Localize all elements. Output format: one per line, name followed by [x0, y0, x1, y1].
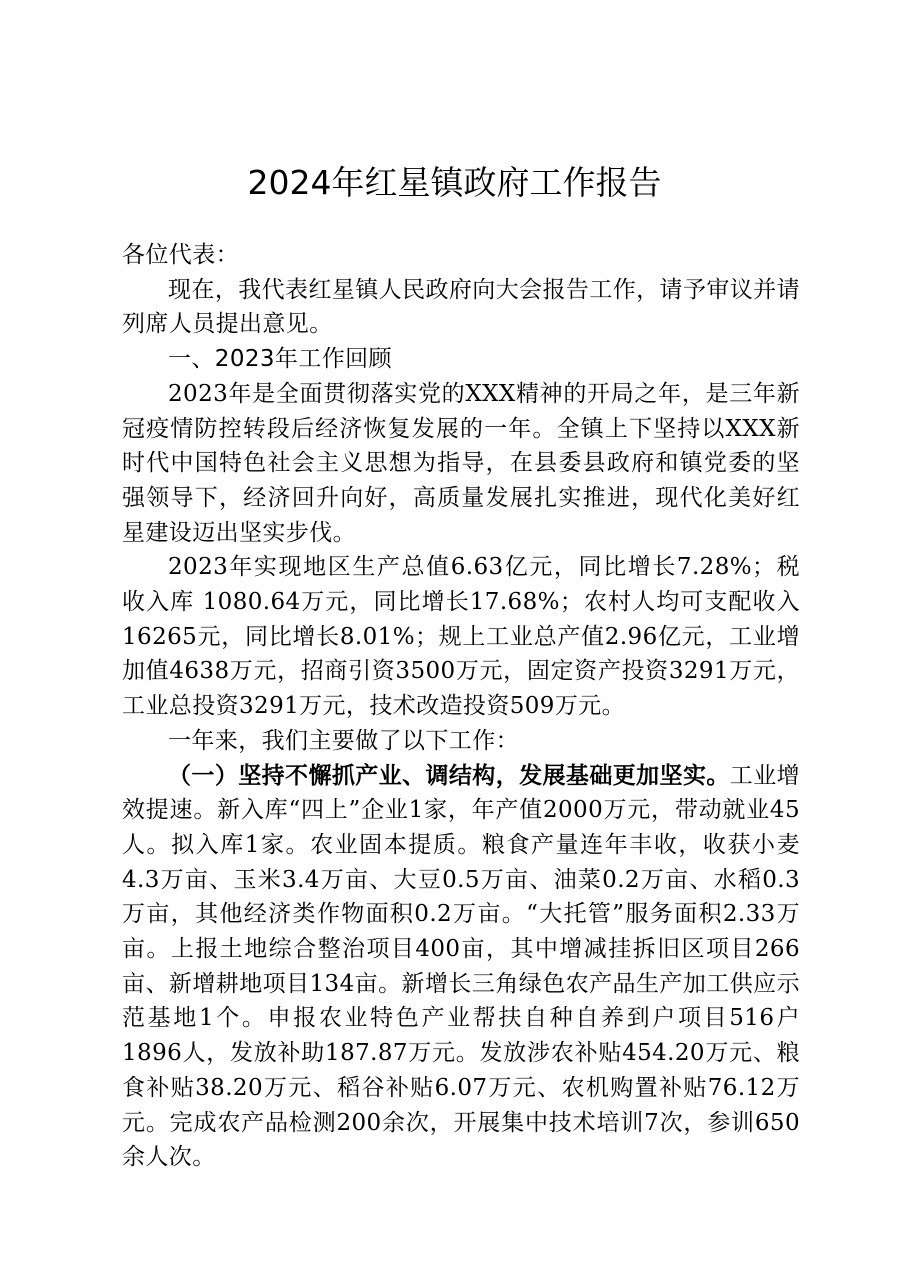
subsection-lead: （一）坚持不懈抓产业、调结构，发展基础更加坚实。 [168, 761, 730, 789]
subsection-paragraph [122, 759, 800, 1175]
overview-paragraph: 2023年是全面贯彻落实党的XXX精神的开局之年，是三年新冠疫情防控转段后经济恢复发展的一年。全镇上下坚持以XXX新时代中国特色社会主义思想为指导，在县委县政府和镇党委的坚强领导下，经济回升向好，高质量发展扎实推进，现代化美好红星建设迈出坚实步伐。 [122, 380, 800, 546]
work-intro-paragraph: 一年来，我们主要做了以下工作： [168, 727, 519, 754]
intro-paragraph: 现在，我代表红星镇人民政府向大会报告工作，请予审议并请列席人员提出意见。 [122, 276, 800, 338]
document-title: 2024年红星镇政府工作报告 [247, 163, 662, 202]
subsection-body: 工业增效提速。新入库“四上”企业1家，年产值2000万元，带动就业45人。拟入库1家。农业固本提质。粮食产量连年丰收，收获小麦4.3万亩、玉米3.4万亩、大豆0.5万亩、油菜0.2万亩、水稻0.3万亩，其他经济类作物面积0.2万亩。“大托管”服务面积2.33万亩。上报土地综合整治项目400亩，其中增减挂拆旧区项目266亩、新增耕地项目134亩。新增长三角绿色农产品生产加工供应示范基地1个。申报农业特色产业帮扶自种自养到户项目516户1896人，发放补助187.87万元。发放涉农补贴454.20万元、粮食补贴38.20万元、稻谷补贴6.07万元、农机购置补贴76.12万元。完成农产品检测200余次，开展集中技术培训7次，参训650余人次。 [122, 762, 800, 1171]
salutation: 各位代表： [122, 242, 239, 268]
document-body [122, 238, 800, 1175]
section-heading: 一、2023年工作回顾 [168, 346, 392, 373]
statistics-paragraph: 2023年实现地区生产总值6.63亿元，同比增长7.28%；税收入库 1080.64万元，同比增长17.68%；农村人均可支配收入16265元，同比增长8.01%；规上工业总产值2.96亿元，工业增加值4638万元，招商引资3500万元，固定资产投资3291万元，工业总投资3291万元，技术改造投资509万元。 [122, 554, 800, 720]
